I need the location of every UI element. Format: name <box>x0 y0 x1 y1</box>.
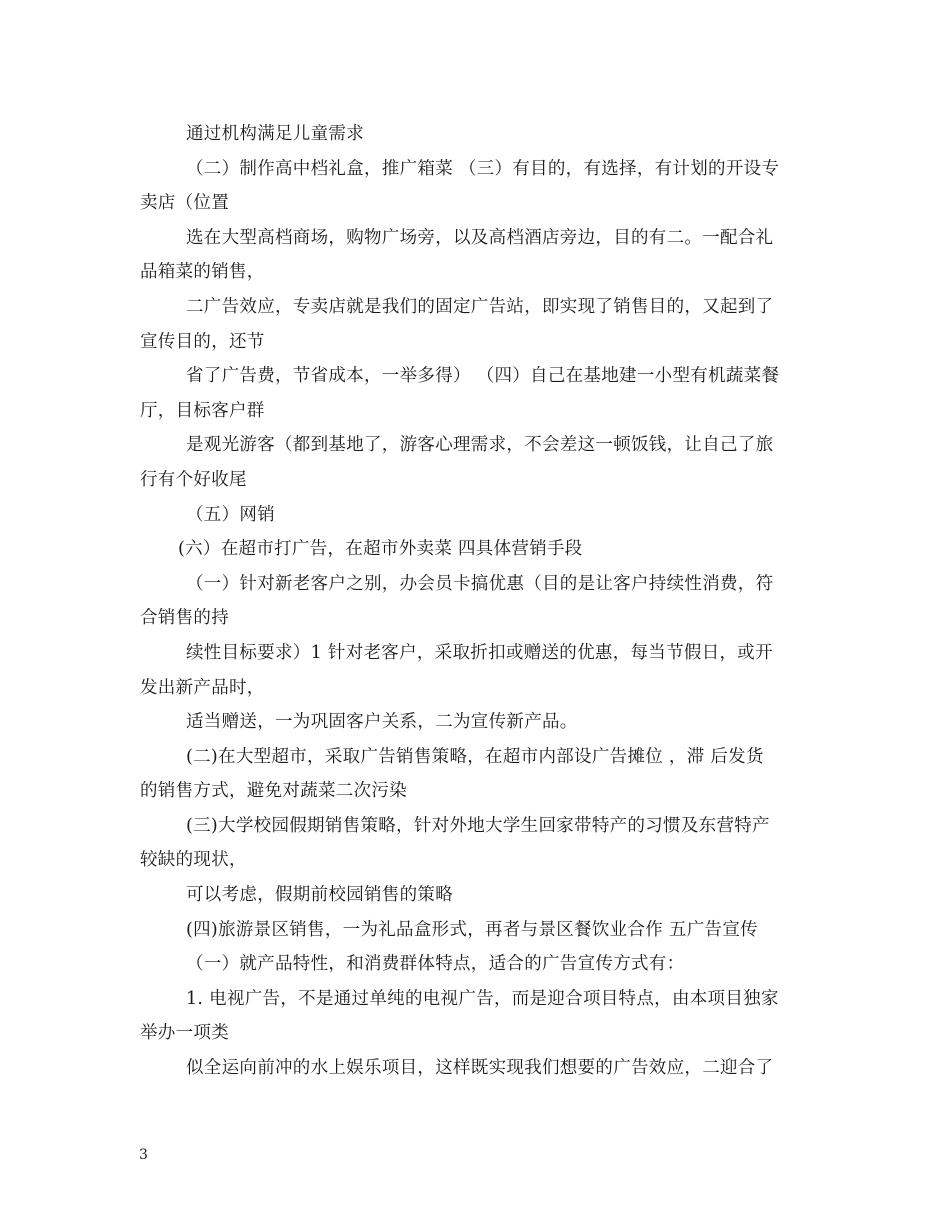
text-line: 宣传目的，还节 <box>140 331 265 352</box>
text-line: 较缺的现状， <box>140 850 247 871</box>
text-line: 厅，目标客户群 <box>140 400 265 421</box>
text-line: 是观光游客（都到基地了，游客心理需求，不会差这一顿饭钱，让自己了旅 <box>186 435 774 456</box>
text-line: （五）网销 <box>186 504 275 525</box>
text-line: 品箱菜的销售， <box>140 262 265 283</box>
text-line: 适当赠送，一为巩固客户关系，二为宣传新产品。 <box>186 712 578 733</box>
text-line: 发出新产品时， <box>140 677 265 698</box>
text-line: (三)大学校园假期销售策略，针对外地大学生回家带特产的习惯及东营特产 <box>186 815 770 836</box>
text-line: 似全运向前冲的水上娱乐项目，这样既实现我们想要的广告效应，二迎合了 <box>186 1058 774 1079</box>
text-line: 合销售的持 <box>140 608 229 629</box>
document-body <box>140 117 820 1086</box>
text-line: 二广告效应，专卖店就是我们的固定广告站，即实现了销售目的，又起到了 <box>186 296 774 317</box>
text-line: 省了广告费，节省成本，一举多得） （四）自己在基地建一小型有机蔬菜餐 <box>186 366 780 387</box>
text-line: 卖店（位置 <box>140 193 229 214</box>
text-line: 可以考虑，假期前校园销售的策略 <box>186 885 453 906</box>
text-line: 行有个好收尾 <box>140 469 247 490</box>
text-line: 续性目标要求）1 针对老客户，采取折扣或赠送的优惠，每当节假日，或开 <box>186 642 773 663</box>
text-line: （二）制作高中档礼盒，推广箱菜 （三）有目的，有选择，有计划的开设专 <box>186 158 780 179</box>
page-number: 3 <box>139 1147 148 1163</box>
text-line: （一）针对新老客户之别，办会员卡搞优惠（目的是让客户持续性消费，符 <box>186 573 774 594</box>
text-line: 的销售方式，避免对蔬菜二次污染 <box>140 781 407 802</box>
text-line: 举办一项类 <box>140 1023 229 1044</box>
text-line: （一）就产品特性，和消费群体特点，适合的广告宣传方式有： <box>186 954 685 975</box>
text-line: (六）在超市打广告，在超市外卖菜 四具体营销手段 <box>178 539 583 560</box>
text-line: 1. 电视广告，不是通过单纯的电视广告，而是迎合项目特点，由本项目独家 <box>186 988 779 1009</box>
text-line: 选在大型高档商场，购物广场旁，以及高档酒店旁边，目的有二。一配合礼 <box>186 227 774 248</box>
text-line: 通过机构满足儿童需求 <box>186 124 364 144</box>
text-line: (四)旅游景区销售，一为礼品盒形式，再者与景区餐饮业合作 五广告宣传 <box>186 919 758 940</box>
text-line: (二)在大型超市，采取广告销售策略，在超市内部设广告摊位 ，滞 后发货 <box>186 746 764 767</box>
